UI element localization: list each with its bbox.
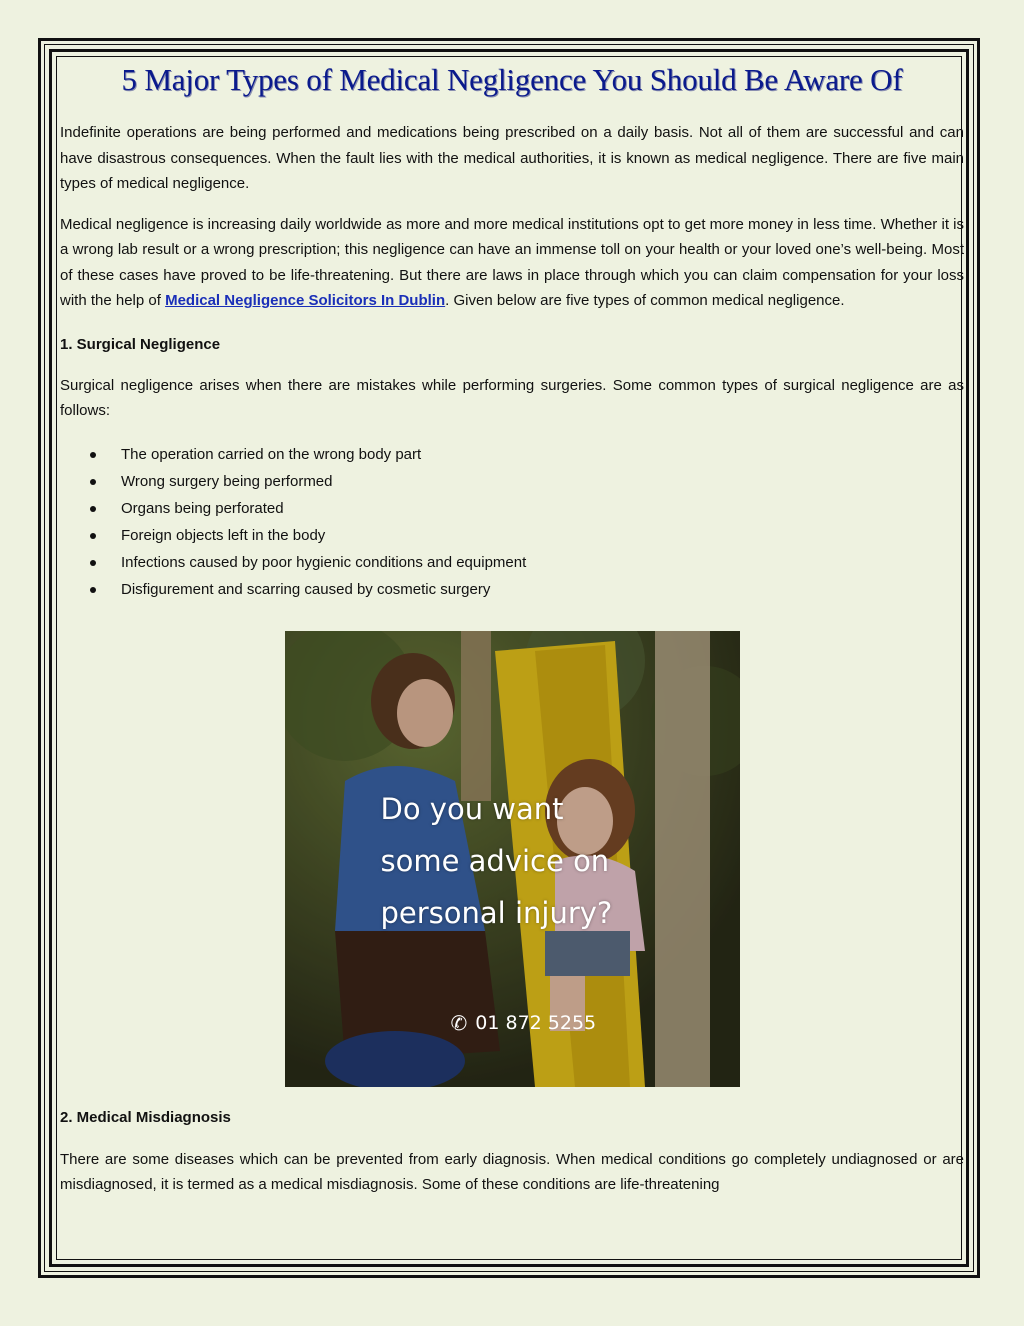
intro-paragraph: Indefinite operations are being performed and medications being prescribed on a daily basis. Not all of them are successful and can have disastrous consequences. When the fault lies with the medical authorities, it is known as medical negligence. There are five main types of medical negligence. <box>60 124 964 192</box>
bullet-icon <box>90 560 96 566</box>
list-item-text: Organs being perforated <box>121 499 284 517</box>
misdiagnosis-paragraph: There are some diseases which can be prevented from early diagnosis. When medical conditions go completely undiagnosed or are misdiagnosed, it is termed as a medical misdiagnosis. Some of these conditions are life-threatening <box>60 1150 964 1193</box>
list-item <box>60 495 964 522</box>
list-item <box>60 468 964 495</box>
second-paragraph-text: Medical negligence is increasing daily worldwide as more and more medical institutions opt to get more money in less time. Whether it is a wrong lab result or a wrong prescription; this negligence can have an immense toll on your health or your loved one’s well-being. Most of these cases have proved to be life-threatening. But there are laws in place through which you can claim compensation for your loss with the help of <box>60 215 964 309</box>
second-paragraph-tail: . Given below are five types of common medical negligence. <box>445 292 845 309</box>
bullet-icon <box>90 479 96 485</box>
list-item <box>60 441 964 468</box>
list-item-text: Disfigurement and scarring caused by cosmetic surgery <box>121 580 491 598</box>
document-content <box>60 60 964 1198</box>
solicitors-link[interactable]: Medical Negligence Solicitors In Dublin <box>165 292 446 309</box>
page-title: 5 Major Types of Medical Negligence You Should Be Aware Of <box>121 62 903 97</box>
bullet-icon <box>90 506 96 512</box>
second-paragraph <box>60 212 964 314</box>
advert-headline <box>381 783 721 939</box>
list-item-text: Wrong surgery being performed <box>121 472 333 490</box>
advert-line-2: some advice on <box>380 843 610 878</box>
bullet-icon <box>90 533 96 539</box>
advert-image <box>285 631 740 1087</box>
advert-phone <box>451 1011 597 1035</box>
list-item-text: Foreign objects left in the body <box>121 526 326 544</box>
list-item <box>60 522 964 549</box>
list-item-text: The operation carried on the wrong body part <box>121 445 422 463</box>
advert-line-3: personal injury? <box>380 895 613 930</box>
surgical-bullet-list <box>60 441 964 603</box>
list-item <box>60 549 964 576</box>
bullet-icon <box>90 452 96 458</box>
advert-line-1: Do you want <box>380 791 564 826</box>
surgical-paragraph: Surgical negligence arises when there are mistakes while performing surgeries. Some common types of surgical negligence are as follows: <box>60 376 964 419</box>
list-item-text: Infections caused by poor hygienic conditions and equipment <box>121 553 527 571</box>
phone-icon: ✆ <box>450 1010 468 1035</box>
section-heading-misdiagnosis: 2. Medical Misdiagnosis <box>60 1108 231 1126</box>
bullet-icon <box>90 587 96 593</box>
list-item <box>60 576 964 603</box>
advert-phone-number: 01 872 5255 <box>475 1011 597 1034</box>
section-heading-surgical: 1. Surgical Negligence <box>60 335 221 353</box>
